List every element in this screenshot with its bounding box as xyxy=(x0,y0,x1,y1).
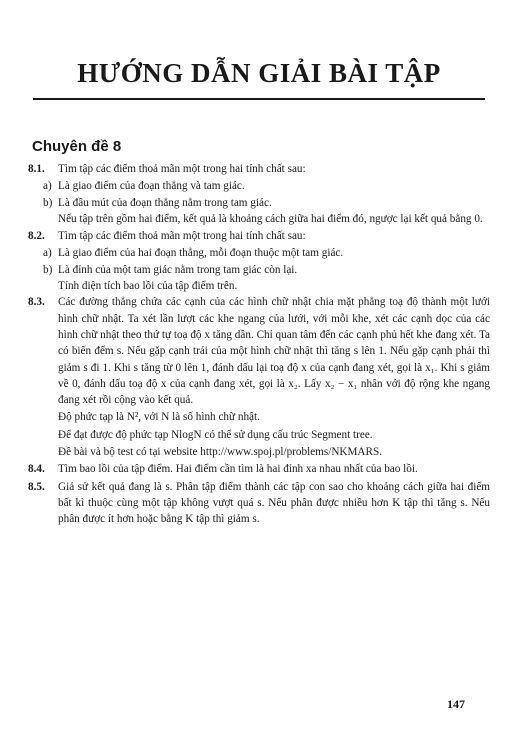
exercise-number: 8.5. xyxy=(28,480,45,493)
note-text: Nếu tập trên gồm hai điểm, kết quả là khoảng cách giữa hai điểm đó, ngược lại kết quả bằng 0. xyxy=(58,212,483,225)
exercise-text: Giả sử kết quả đang là s. Phân tập điểm thành các tập con sao cho khoảng cách giữa hai điểm bất kì thuộc cùng một tập không vượt quá s. Nếu phân được nhiều hơn K tập thì tăng s. Nếu phân được ít hơn hoặc bằng K tập thì giảm s. xyxy=(58,480,490,526)
exercise-8-5 xyxy=(28,479,490,528)
complexity-note: Độ phức tạp là N², với N là số hình chữ nhật. xyxy=(58,411,260,424)
solutions-content xyxy=(28,161,490,529)
sub-item-label: a) xyxy=(43,180,52,193)
sub-item xyxy=(28,195,490,211)
exercise-8-4 xyxy=(28,461,490,477)
chapter-heading: Chuyên đề 8 xyxy=(32,138,122,155)
sub-item-label: a) xyxy=(43,247,52,260)
exercise-8-3 xyxy=(28,294,490,408)
exercise-intro: Tìm tập các điểm thoả mãn một trong hai tính chất sau: xyxy=(58,230,306,243)
exercise-8-2 xyxy=(28,228,490,244)
exercise-number: 8.3. xyxy=(28,296,45,309)
sub-item-label: b) xyxy=(43,196,53,209)
exercise-note xyxy=(28,278,490,294)
exercise-paragraph-block xyxy=(28,427,490,443)
source-link-text: Đề bài và bộ test có tại website http://www.spoj.pl/problems/NKMARS. xyxy=(58,446,382,459)
exercise-intro: Tìm tập các điểm thoả mãn một trong hai tính chất sau: xyxy=(58,163,306,175)
exercise-paragraph: Các đường thẳng chứa các cạnh của các hình chữ nhật chia mặt phẳng toạ độ thành một lưới hình chữ nhật. Ta xét lần lượt các khe ngang của lưới, với mỗi khe, xét các cạnh dọc của các hình chữ nhật theo thứ tự toạ độ x tăng dần. Chỉ quan tâm đến các cạnh phủ hết khe đang xét. Ta có biến đếm s. Nếu gặp cạnh trái của một hình chữ nhật thì tăng s lên 1. Nếu gặp cạnh phải thì giảm s đi 1. Khi s tăng từ 0 lên 1, đánh dấu lại toạ độ x của cạnh đang xét, gọi là x₁. Khi s giảm về 0, đánh dấu toạ độ x của cạnh đang xét, gọi là x₂. Lấy x₂ − x₁ nhân với độ rộng khe ngang đang xét rồi cộng vào kết quả. xyxy=(58,296,490,407)
segment-tree-note: Để đạt được độ phức tạp NlogN có thể sử dụng cấu trúc Segment tree. xyxy=(58,428,373,441)
exercise-note xyxy=(28,211,490,227)
exercise-8-1 xyxy=(28,161,490,177)
note-text: Tính diện tích bao lồi của tập điểm trên. xyxy=(58,280,238,293)
exercise-paragraph-block xyxy=(28,444,490,460)
page-number: 147 xyxy=(447,697,465,711)
sub-item-text: Là giao điểm của hai đoạn thẳng, mỗi đoạn thuộc một tam giác. xyxy=(58,247,344,260)
sub-item xyxy=(28,245,490,261)
exercise-number: 8.4. xyxy=(28,463,45,476)
sub-item xyxy=(28,262,490,278)
sub-item-label: b) xyxy=(43,263,53,276)
exercise-text: Tìm bao lồi của tập điểm. Hai điểm cần tìm là hai đỉnh xa nhau nhất của bao lồi. xyxy=(58,463,418,476)
page-title: HƯỚNG DẪN GIẢI BÀI TẬP xyxy=(77,58,441,88)
sub-item-text: Là giao điểm của đoạn thẳng và tam giác. xyxy=(58,180,245,193)
sub-item-text: Là đỉnh của một tam giác nằm trong tam giác còn lại. xyxy=(58,263,298,276)
exercise-number: 8.1. xyxy=(28,163,45,175)
sub-item xyxy=(28,178,490,194)
exercise-paragraph-block xyxy=(28,409,490,425)
exercise-number: 8.2. xyxy=(28,230,45,243)
title-underline xyxy=(33,98,485,100)
sub-item-text: Là đầu mút của đoạn thẳng nằm trong tam giác. xyxy=(58,196,272,209)
